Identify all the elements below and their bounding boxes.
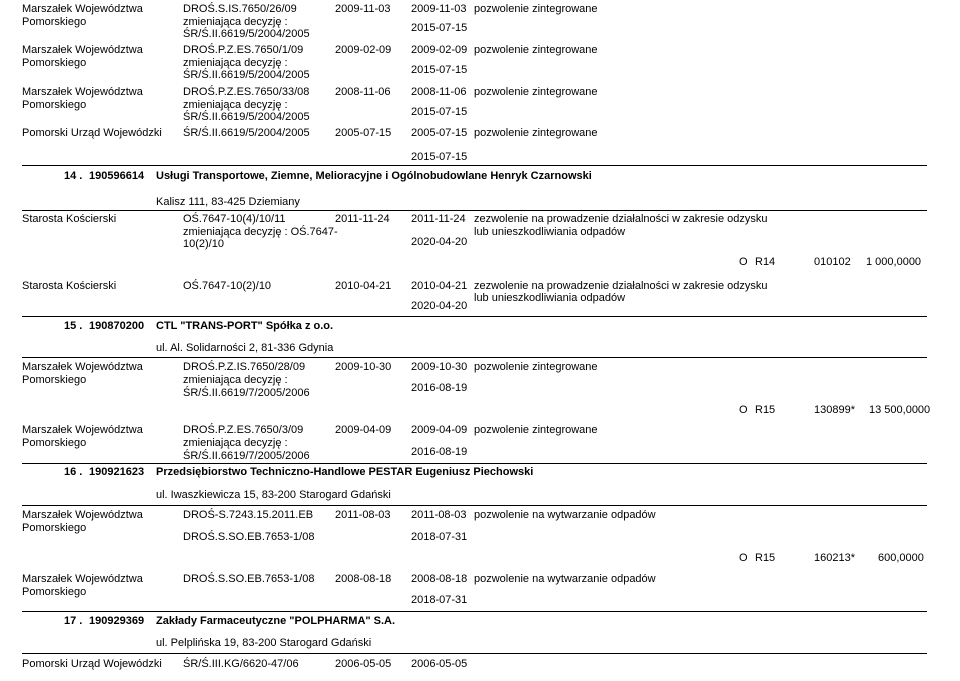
- valid-from: 2009-11-03: [411, 3, 467, 15]
- waste-code: 160213*: [814, 552, 855, 564]
- separator-line: [22, 165, 927, 166]
- separator-line: [22, 505, 927, 506]
- authority: Marszałek Województwa: [22, 361, 143, 373]
- issue-date: 2008-08-18: [335, 573, 392, 585]
- decision-number: DROŚ.P.Z.ES.7650/33/08: [183, 86, 310, 98]
- valid-from: 2011-08-03: [411, 509, 467, 521]
- separator-line: [22, 463, 927, 464]
- decision-number: DROŚ-S.7243.15.2011.EB: [183, 509, 314, 521]
- separator-line: [22, 611, 927, 612]
- issue-date: 2009-04-09: [335, 424, 392, 436]
- issue-date: 2009-02-09: [335, 44, 392, 56]
- decision-ref: ŚR/Ś.II.6619/5/2004/2005: [183, 69, 310, 81]
- company-address: ul. Al. Solidarności 2, 81-336 Gdynia: [156, 342, 334, 354]
- permit-type: zezwolenie na prowadzenie działalności w zakresie odzysku: [474, 213, 768, 225]
- valid-until: 2015-07-15: [411, 64, 468, 76]
- valid-from: 2006-05-05: [411, 658, 468, 670]
- permit-type: pozwolenie zintegrowane: [474, 44, 598, 56]
- valid-from: 2010-04-21: [411, 280, 468, 292]
- company-name: CTL "TRANS-PORT" Spółka z o.o.: [156, 320, 334, 332]
- valid-from: 2009-04-09: [411, 424, 468, 436]
- process-code: R15: [755, 404, 776, 416]
- decision-number: DROŚ.S.IS.7650/26/09: [183, 3, 297, 15]
- issue-date: 2005-07-15: [335, 127, 392, 139]
- decision-ref: DROŚ.S.SO.EB.7653-1/08: [183, 531, 315, 543]
- authority: Marszałek Województwa: [22, 3, 143, 15]
- permit-type: pozwolenie zintegrowane: [474, 3, 598, 15]
- separator-line: [22, 653, 927, 654]
- amount: 13 500,0000: [869, 404, 931, 416]
- valid-from: 2011-11-24: [411, 213, 466, 225]
- amount: 1 000,0000: [866, 256, 922, 268]
- valid-from: 2009-10-30: [411, 361, 468, 373]
- decision-ref: 10(2)/10: [183, 238, 224, 250]
- authority: Pomorskiego: [22, 522, 87, 534]
- separator-line: [22, 316, 927, 317]
- issue-date: 2011-08-03: [335, 509, 391, 521]
- waste-class: O: [739, 552, 748, 564]
- process-code: R15: [755, 552, 776, 564]
- valid-until: 2020-04-20: [411, 236, 468, 248]
- decision-number: OŚ.7647-10(4)/10/11: [183, 213, 286, 225]
- issue-date: 2011-11-24: [335, 213, 390, 225]
- decision-note: zmieniająca decyzję :: [183, 57, 288, 69]
- authority: Pomorskiego: [22, 586, 87, 598]
- decision-note: zmieniająca decyzję :: [183, 16, 288, 28]
- company-address: Kalisz 111, 83-425 Dziemiany: [156, 196, 300, 208]
- decision-number: DROŚ.P.Z.IS.7650/28/09: [183, 361, 306, 373]
- permit-type: lub unieszkodliwiania odpadów: [474, 292, 626, 304]
- issue-date: 2008-11-06: [335, 86, 391, 98]
- decision-ref: ŚR/Ś.II.6619/7/2005/2006: [183, 387, 310, 399]
- decision-note: zmieniająca decyzję : OŚ.7647-: [183, 226, 338, 238]
- valid-until: 2020-04-20: [411, 300, 468, 312]
- valid-until: 2018-07-31: [411, 594, 468, 606]
- authority: Marszałek Województwa: [22, 44, 143, 56]
- decision-number: OŚ.7647-10(2)/10: [183, 280, 272, 292]
- waste-class: O: [739, 256, 748, 268]
- decision-ref: ŚR/Ś.II.6619/7/2005/2006: [183, 450, 310, 462]
- authority: Pomorski Urząd Wojewódzki: [22, 127, 162, 139]
- authority: Pomorskiego: [22, 16, 87, 28]
- permit-type: lub unieszkodliwiania odpadów: [474, 226, 626, 238]
- waste-code: 010102: [814, 256, 851, 268]
- company-id: 190921623: [89, 466, 145, 478]
- company-address: ul. Iwaszkiewicza 15, 83-200 Starogard Gdański: [156, 489, 391, 501]
- authority: Marszałek Województwa: [22, 86, 143, 98]
- valid-until: 2016-08-19: [411, 446, 468, 458]
- issue-date: 2009-11-03: [335, 3, 391, 15]
- waste-code: 130899*: [814, 404, 855, 416]
- issue-date: 2006-05-05: [335, 658, 392, 670]
- amount: 600,0000: [878, 552, 924, 564]
- decision-note: zmieniająca decyzję :: [183, 374, 288, 386]
- authority: Pomorskiego: [22, 374, 87, 386]
- decision-note: zmieniająca decyzję :: [183, 437, 288, 449]
- company-name: Zakłady Farmaceutyczne "POLPHARMA" S.A.: [156, 615, 396, 627]
- separator-line: [22, 357, 927, 358]
- valid-from: 2005-07-15: [411, 127, 468, 139]
- authority: Marszałek Województwa: [22, 573, 143, 585]
- valid-until: 2018-07-31: [411, 531, 468, 543]
- decision-number: ŚR/Ś.II.6619/5/2004/2005: [183, 127, 310, 139]
- company-no: 14 .: [64, 170, 83, 182]
- authority: Pomorski Urząd Wojewódzki: [22, 658, 162, 670]
- valid-until: 2015-07-15: [411, 151, 468, 163]
- company-id: 190596614: [89, 170, 145, 182]
- decision-note: zmieniająca decyzję :: [183, 99, 288, 111]
- valid-until: 2015-07-15: [411, 106, 468, 118]
- permit-type: pozwolenie zintegrowane: [474, 127, 598, 139]
- decision-number: DROŚ.S.SO.EB.7653-1/08: [183, 573, 315, 585]
- company-no: 16 .: [64, 466, 83, 478]
- valid-from: 2008-08-18: [411, 573, 468, 585]
- valid-from: 2008-11-06: [411, 86, 467, 98]
- company-id: 190870200: [89, 320, 145, 332]
- company-name: Przedsiębiorstwo Techniczno-Handlowe PESTAR Eugeniusz Piechowski: [156, 466, 534, 478]
- permit-type: zezwolenie na prowadzenie działalności w zakresie odzysku: [474, 280, 768, 292]
- authority: Starosta Kościerski: [22, 280, 117, 292]
- permit-type: pozwolenie zintegrowane: [474, 361, 598, 373]
- permit-type: pozwolenie na wytwarzanie odpadów: [474, 509, 656, 521]
- permit-type: pozwolenie na wytwarzanie odpadów: [474, 573, 656, 585]
- valid-until: 2016-08-19: [411, 382, 468, 394]
- valid-until: 2015-07-15: [411, 22, 468, 34]
- separator-line: [22, 210, 927, 211]
- permit-type: pozwolenie zintegrowane: [474, 86, 598, 98]
- decision-ref: ŚR/Ś.II.6619/5/2004/2005: [183, 111, 310, 123]
- valid-from: 2009-02-09: [411, 44, 468, 56]
- authority: Marszałek Województwa: [22, 424, 143, 436]
- decision-number: ŚR/Ś.III.KG/6620-47/06: [183, 658, 299, 670]
- authority: Pomorskiego: [22, 57, 87, 69]
- authority: Starosta Kościerski: [22, 213, 117, 225]
- issue-date: 2009-10-30: [335, 361, 392, 373]
- company-no: 15 .: [64, 320, 83, 332]
- company-name: Usługi Transportowe, Ziemne, Melioracyjne i Ogólnobudowlane Henryk Czarnowski: [156, 170, 592, 182]
- authority: Marszałek Województwa: [22, 509, 143, 521]
- authority: Pomorskiego: [22, 99, 87, 111]
- decision-number: DROŚ.P.Z.ES.7650/1/09: [183, 44, 304, 56]
- decision-number: DROŚ.P.Z.ES.7650/3/09: [183, 424, 304, 436]
- permit-type: pozwolenie zintegrowane: [474, 424, 598, 436]
- issue-date: 2010-04-21: [335, 280, 392, 292]
- company-address: ul. Pelplińska 19, 83-200 Starogard Gdański: [156, 637, 372, 649]
- authority: Pomorskiego: [22, 437, 87, 449]
- process-code: R14: [755, 256, 776, 268]
- company-no: 17 .: [64, 615, 83, 627]
- decision-ref: ŚR/Ś.II.6619/5/2004/2005: [183, 28, 310, 40]
- company-id: 190929369: [89, 615, 145, 627]
- waste-class: O: [739, 404, 748, 416]
